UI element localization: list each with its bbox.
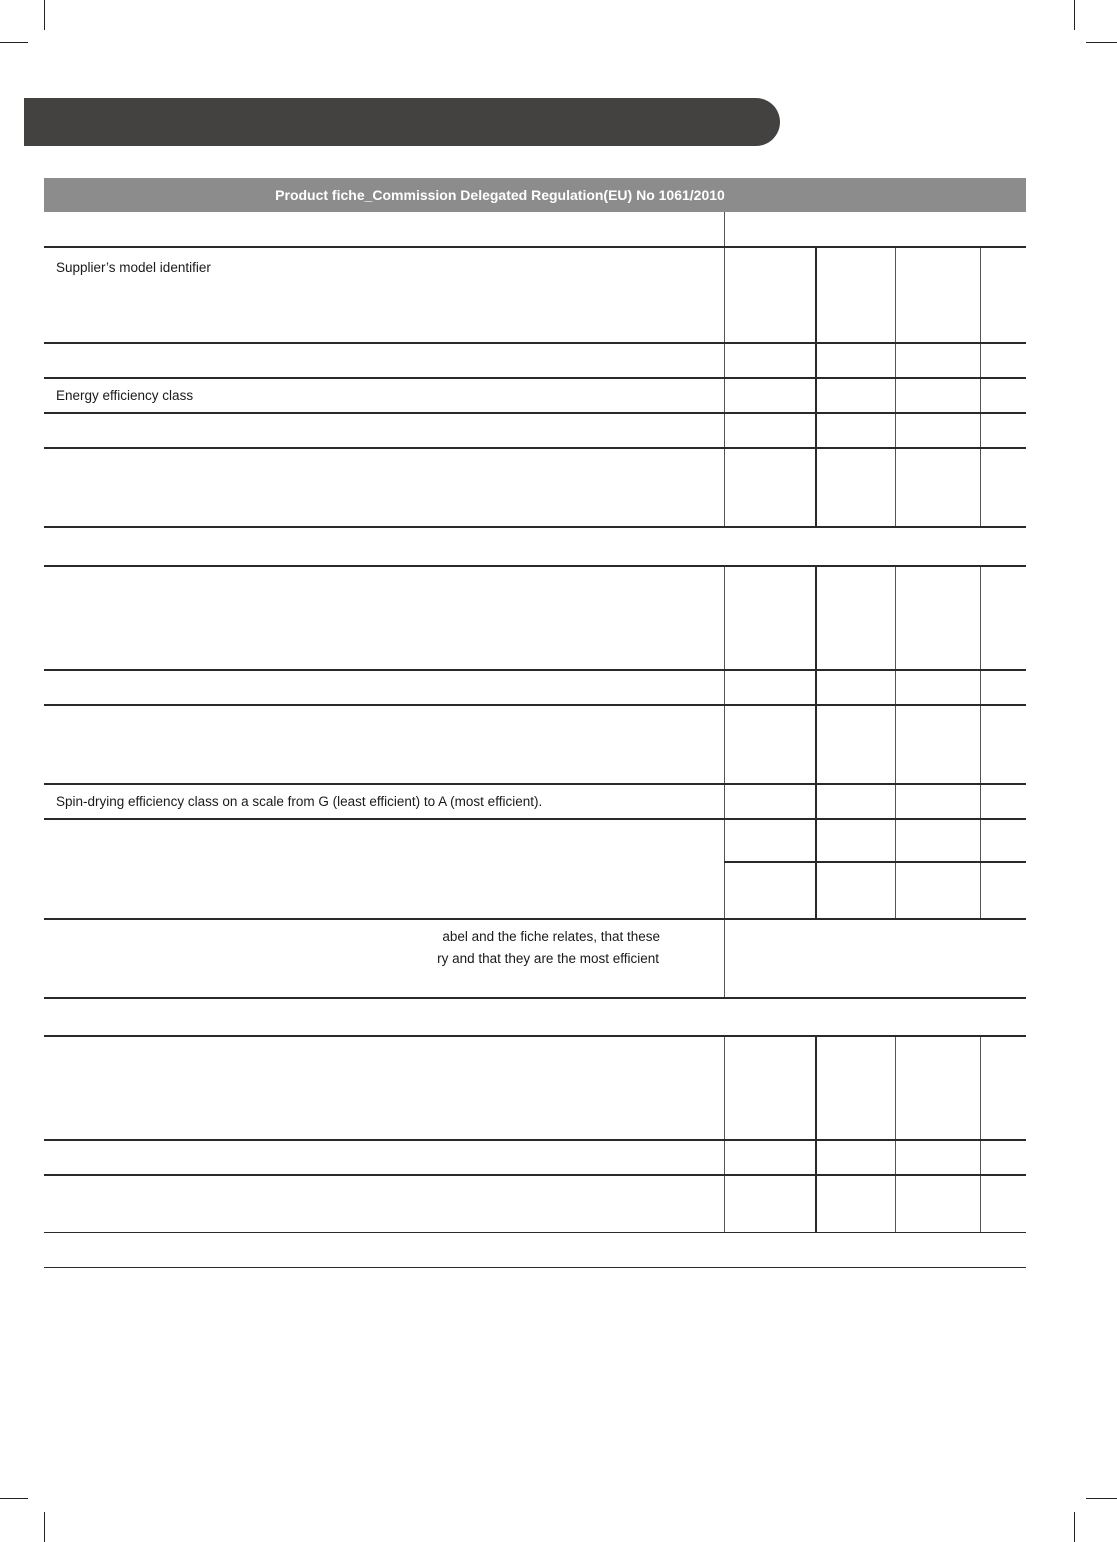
table-row [44,671,1026,706]
declaration-text-line: abel and the fiche relates, that these [442,929,660,944]
column-divider [895,449,896,526]
column-divider [815,1141,817,1174]
column-divider [815,671,817,704]
table-row [44,379,1026,414]
column-divider [724,920,725,997]
section-header-bar [24,98,780,146]
energy-class-label: Energy efficiency class [56,388,194,403]
column-divider [895,248,896,342]
column-divider [724,449,725,526]
column-divider [895,1141,896,1174]
crop-mark [1074,1512,1075,1542]
fiche-title: Product fiche_Commission Delegated Regulation(EU) No 1061/2010 [44,178,1026,212]
column-divider [724,706,725,783]
column-divider [980,248,981,342]
table-row [44,449,1026,528]
column-divider [980,1037,981,1139]
column-divider [980,1141,981,1174]
column-divider [724,1037,725,1139]
column-divider [724,785,725,818]
column-divider [895,820,896,918]
column-divider [980,785,981,818]
column-divider [980,1176,981,1232]
crop-mark [1086,1498,1117,1499]
column-divider [815,449,817,526]
table-row [44,248,1026,344]
crop-mark [1074,0,1075,30]
table-row [44,567,1026,671]
crop-mark [0,42,28,43]
column-divider [980,414,981,447]
table-row [44,414,1026,449]
column-divider [980,820,981,918]
product-fiche-table [44,178,1026,966]
column-divider [815,248,817,342]
table-row [44,1233,1026,1268]
table-row [44,1037,1026,1141]
column-divider [815,567,817,669]
column-divider [724,248,725,342]
column-divider [980,567,981,669]
column-divider [724,379,725,412]
declaration-text-line: ry and that they are the most efficient [437,951,659,966]
column-divider [895,414,896,447]
crop-mark [0,1498,28,1499]
column-divider [895,785,896,818]
table-row [44,344,1026,379]
column-divider [724,671,725,704]
column-divider [895,671,896,704]
model-identifier-label: Supplier’s model identifier [56,260,211,275]
column-divider [724,1176,725,1232]
column-divider [815,1037,817,1139]
column-divider [980,449,981,526]
column-divider [895,379,896,412]
table-row [44,920,1026,999]
spin-class-label: Spin-drying efficiency class on a scale from G (least efficient) to A (most efficient). [56,794,543,809]
column-divider [724,820,725,918]
column-divider [895,1176,896,1232]
table-row [44,212,1026,248]
column-divider [815,706,817,783]
column-divider [724,344,725,377]
column-divider [980,706,981,783]
column-divider [724,414,725,447]
row-subdivider [724,861,1026,863]
crop-mark [1086,42,1117,43]
table-row [44,999,1026,1037]
table-row [44,1176,1026,1233]
column-divider [815,1176,817,1232]
table-row [44,706,1026,785]
column-divider [895,1037,896,1139]
column-divider [895,567,896,669]
table-row [44,785,1026,820]
column-divider [815,414,817,447]
column-divider [980,379,981,412]
column-divider [980,671,981,704]
column-divider [724,567,725,669]
column-divider [895,706,896,783]
table-row [44,1141,1026,1176]
column-divider [815,379,817,412]
table-row [44,528,1026,567]
table-row [44,820,1026,920]
crop-mark [44,0,45,30]
column-divider [895,344,896,377]
column-divider [815,344,817,377]
column-divider [724,1141,725,1174]
crop-mark [44,1512,45,1542]
column-divider [815,820,817,918]
column-divider [980,344,981,377]
column-divider [724,212,725,246]
column-divider [815,785,817,818]
